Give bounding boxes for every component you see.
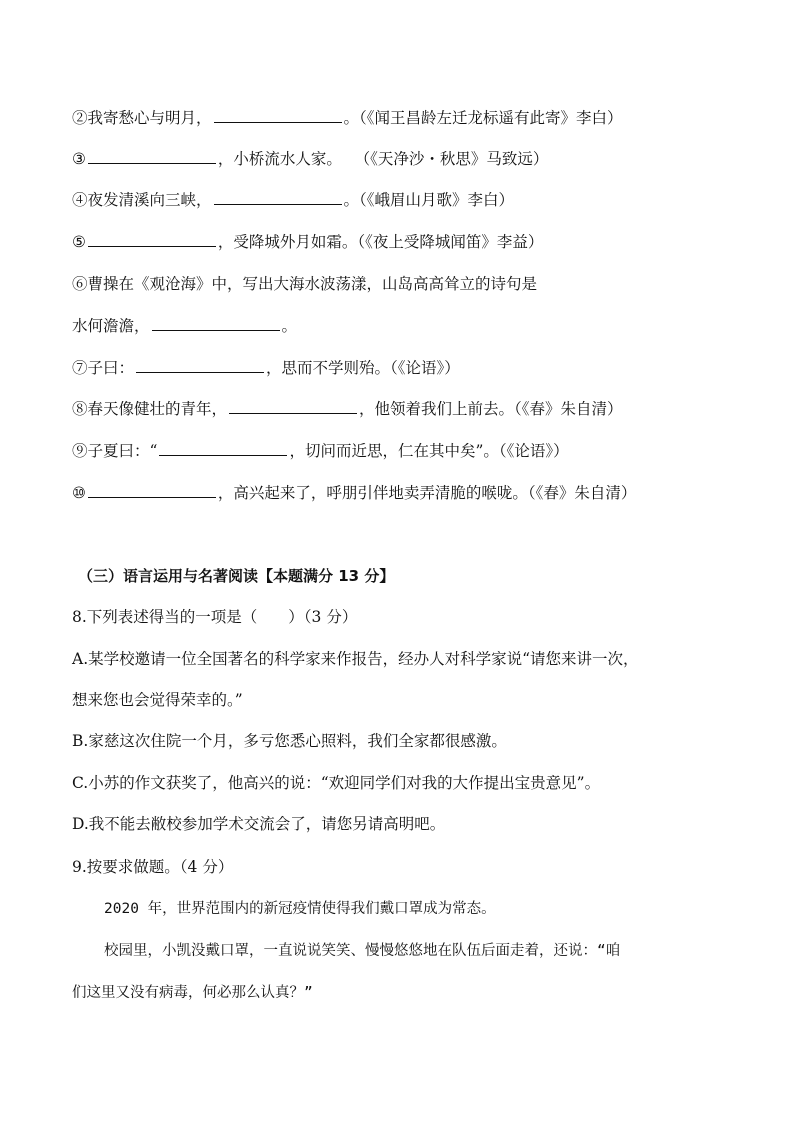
q9-passage-line-1: 2020 年，世界范围内的新冠疫情使得我们戴口罩成为常态。 (104, 901, 496, 917)
q9-stem: 9.按要求做题。（4 分） (72, 858, 234, 876)
poem-text: ⑦子曰： (72, 359, 135, 377)
poem-text: ，受降城外月如霜。（《夜上受降城闻笛》李益） (217, 233, 544, 251)
poem-text: 。（《闻王昌龄左迁龙标遥有此寄》李白） (343, 109, 623, 127)
poem-text: ④夜发清溪向三峡， (72, 191, 212, 209)
q9-passage-line-3: 们这里又没有病毒，何必那么认真？” (72, 985, 313, 1001)
q8-option-c[interactable]: C.小苏的作文获奖了，他高兴的说：“欢迎同学们对我的大作提出宝贵意见”。 (72, 774, 601, 792)
q8-option-a[interactable]: A.某学校邀请一位全国著名的科学家来作报告，经办人对科学家说“请您来讲一次， (72, 650, 639, 668)
poem-text: ，他领着我们上前去。（《春》朱自清） (359, 400, 623, 418)
answer-blank[interactable] (88, 231, 216, 247)
poem-text: 。 (281, 317, 298, 335)
answer-blank[interactable] (214, 189, 342, 205)
answer-blank[interactable] (159, 440, 287, 456)
poem-text: ，切问而近思，仁在其中矣”。（《论语》） (289, 442, 569, 460)
poem-text: 。（《峨眉山月歌》李白） (343, 191, 515, 209)
answer-blank[interactable] (88, 482, 216, 498)
poem-text: ，高兴起来了，呼朋引伴地卖弄清脆的喉咙。（《春》朱自清） (217, 484, 637, 502)
poem-line-3 (72, 148, 548, 170)
poem-line-2 (72, 107, 623, 129)
poem-line-5 (72, 231, 543, 253)
q8-option-a-cont: 想来您也会觉得荣幸的。” (72, 691, 243, 709)
poem-line-6-cont (72, 315, 297, 337)
poem-text: ⑥曹操在《观沧海》中，写出大海水波荡漾，山岛高高耸立的诗句是 (72, 275, 538, 293)
answer-blank[interactable] (152, 315, 280, 331)
poem-text: ⑤ (72, 233, 86, 251)
poem-text: ，思而不学则殆。（《论语》） (266, 359, 460, 377)
poem-line-10 (72, 482, 636, 504)
poem-line-6 (72, 273, 537, 295)
poem-line-8 (72, 398, 623, 420)
answer-blank[interactable] (136, 357, 264, 373)
q9-passage-line-2: 校园里，小凯没戴口罩，一直说说笑笑、慢慢悠悠地在队伍后面走着，还说：“咱 (104, 943, 621, 959)
q8-stem: 8.下列表述得当的一项是（ ）（3 分） (72, 608, 358, 626)
poem-text: ⑩ (72, 484, 86, 502)
answer-blank[interactable] (229, 398, 357, 414)
poem-text: ③ (72, 150, 86, 168)
poem-line-7 (72, 357, 460, 379)
answer-blank[interactable] (88, 148, 216, 164)
poem-text: ②我寄愁心与明月， (72, 109, 212, 127)
poem-text: ⑧春天像健壮的青年， (72, 400, 228, 418)
answer-blank[interactable] (214, 107, 342, 123)
poem-text: 水何澹澹， (72, 317, 150, 335)
q8-option-d[interactable]: D.我不能去敝校参加学术交流会了，请您另请高明吧。 (72, 815, 446, 833)
q8-option-b[interactable]: B.家慈这次住院一个月，多亏您悉心照料，我们全家都很感激。 (72, 732, 507, 750)
poem-text: ，小桥流水人家。 （《天净沙・秋思》马致远） (217, 150, 549, 168)
poem-line-4 (72, 189, 514, 211)
poem-line-9 (72, 440, 569, 462)
poem-text: ⑨子夏曰：“ (72, 442, 158, 460)
section-heading: （三）语言运用与名著阅读【本题满分 13 分】 (78, 567, 395, 585)
